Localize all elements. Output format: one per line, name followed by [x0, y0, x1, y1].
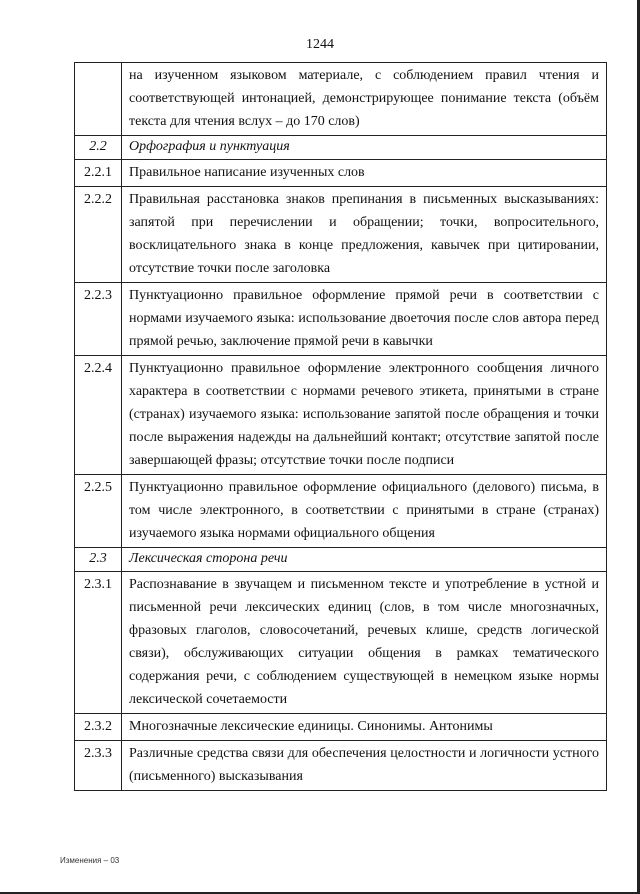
- section-title: Лексическая сторона речи: [122, 548, 607, 572]
- row-code: 2.2: [75, 136, 122, 160]
- row-text: Правильное написание изученных слов: [122, 160, 607, 187]
- row-text: Многозначные лексические единицы. Синонимы. Антонимы: [122, 714, 607, 741]
- row-code: 2.3: [75, 548, 122, 572]
- row-text: Пунктуационно правильное оформление электронного сообщения личного характера в соответствии с нормами речевого этикета, принятыми в стране (странах) изучаемого языка: использование запятой после обращения и точки после выражения надежды на дальнейший контакт; отсутствие запятой после завершающей фразы; отсутствие точки после подписи: [122, 356, 607, 475]
- table-row: [75, 572, 607, 714]
- section-title: Орфография и пунктуация: [122, 136, 607, 160]
- row-text: на изученном языковом материале, с соблюдением правил чтения и соответствующей интонацией, демонстрирующее понимание текста (объём текста для чтения вслух – до 170 слов): [122, 63, 607, 136]
- table-row: [75, 356, 607, 475]
- table-row: [75, 475, 607, 548]
- table-row: [75, 187, 607, 283]
- row-code: 2.2.3: [75, 283, 122, 356]
- row-code: 2.3.1: [75, 572, 122, 714]
- table-row: [75, 283, 607, 356]
- row-code: 2.2.4: [75, 356, 122, 475]
- row-text: Распознавание в звучащем и письменном тексте и употребление в устной и письменной речи лексических единиц (слов, в том числе многозначных, фразовых глаголов, словосочетаний, речевых клише, средств логической связи), обслуживающих ситуации общения в рамках тематического содержания речи, с соблюдением существующей в немецком языке нормы лексической сочетаемости: [122, 572, 607, 714]
- row-code: [75, 63, 122, 136]
- table-row: [75, 160, 607, 187]
- content-table: [74, 62, 607, 791]
- page-number: 1244: [306, 37, 334, 52]
- row-code: 2.2.1: [75, 160, 122, 187]
- row-text: Пунктуационно правильное оформление прямой речи в соответствии с нормами изучаемого языка: использование двоеточия после слов автора перед прямой речью, заключение прямой речи в кавычки: [122, 283, 607, 356]
- row-text: Правильная расстановка знаков препинания в письменных высказываниях: запятой при перечислении и обращении; точки, вопросительного, восклицательного знака в конце предложения, кавычек при цитировании, отсутствие точки после заголовка: [122, 187, 607, 283]
- row-text: Пунктуационно правильное оформление официального (делового) письма, в том числе электронного, в соответствии с принятыми в стране (странах) изучаемого языка нормами официального общения: [122, 475, 607, 548]
- section-row: [75, 136, 607, 160]
- table-row: [75, 741, 607, 791]
- footer-note: Изменения – 03: [60, 856, 120, 865]
- row-code: 2.2.2: [75, 187, 122, 283]
- row-code: 2.3.2: [75, 714, 122, 741]
- row-text: Различные средства связи для обеспечения целостности и логичности устного (письменного) высказывания: [122, 741, 607, 791]
- row-code: 2.3.3: [75, 741, 122, 791]
- table-row: [75, 63, 607, 136]
- table-row: [75, 714, 607, 741]
- row-code: 2.2.5: [75, 475, 122, 548]
- section-row: [75, 548, 607, 572]
